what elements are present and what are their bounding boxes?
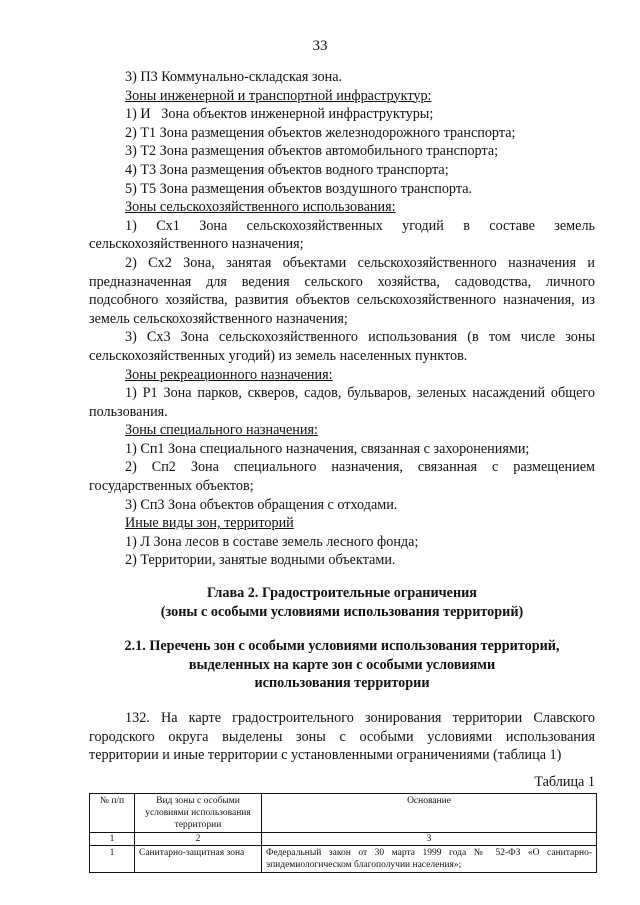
colnum-1: 1 bbox=[90, 833, 135, 846]
chapter-title: Глава 2. Градостроительные ограничения bbox=[207, 585, 477, 602]
section-title-2: выделенных на карте зон с особыми условиями bbox=[188, 656, 496, 673]
recreation-item: 1) Р1 Зона парков, скверов, садов, бульваров, зеленых насаждений общего пользования. bbox=[89, 385, 595, 420]
page-number: 33 bbox=[312, 38, 328, 54]
agri-item-1: 1) Сх1 Зона сельскохозяйственных угодий в составе земель сельскохозяйственного назначения; bbox=[89, 217, 595, 253]
text-line: 3) Т2 Зона размещения объектов автомобильного транспорта; bbox=[125, 143, 499, 160]
text-line: 4) Т3 Зона размещения объектов водного транспорта; bbox=[125, 161, 449, 178]
agri-item-3: 3) Сх3 Зона сельскохозяйственного использования (в том числе зоны сельскохозяйственных угодий) из земель населенных пунктов. bbox=[89, 329, 595, 364]
table-caption: Таблица 1 bbox=[534, 773, 595, 790]
other-item-1: 1) Л Зона лесов в составе земель лесного фонда; bbox=[125, 533, 419, 550]
agri-item-2: 2) Сх2 Зона, занятая объектами сельскохозяйственного назначения и предназначенная для ведения сельского хозяйства, садоводства, личного подсобного хозяйства, развития объектов сельскохозяйственного назначения, из земель сельскохозяйственного назначения; bbox=[89, 254, 595, 327]
text-line: 5) Т5 Зона размещения объектов воздушного транспорта. bbox=[125, 180, 473, 197]
text-line: 1) И Зона объектов инженерной инфраструктуры; bbox=[125, 106, 434, 123]
table-row bbox=[90, 846, 597, 873]
table-header-row bbox=[90, 794, 597, 833]
zones-table bbox=[89, 793, 597, 873]
subheading-special: Зоны специального назначения: bbox=[125, 422, 318, 439]
colnum-3: 3 bbox=[262, 833, 597, 846]
section-title-3: использования территории bbox=[254, 675, 430, 692]
special-item-2: 2) Сп2 Зона специального назначения, связанная с размещением государственных объектов; bbox=[89, 459, 595, 495]
colnum-2: 2 bbox=[135, 833, 262, 846]
header-number: № п/п bbox=[90, 794, 135, 833]
header-basis: Основание bbox=[262, 794, 597, 833]
special-item-1: 1) Сп1 Зона специального назначения, связанная с захоронениями; bbox=[125, 440, 530, 457]
section-title-1: 2.1. Перечень зон с особыми условиями использования территорий, bbox=[124, 638, 560, 655]
row-number: 1 bbox=[90, 846, 135, 873]
row-basis: Федеральный закон от 30 марта 1999 года № 52-ФЗ «О санитарно-эпидемиологическом благополучии населения»; bbox=[262, 846, 597, 873]
document-body bbox=[89, 68, 595, 873]
special-item-3: 3) Сп3 Зона объектов обращения с отходами. bbox=[125, 496, 398, 513]
text-line: 3) П3 Коммунально-складская зона. bbox=[125, 69, 343, 85]
header-zone-type: Вид зоны с особыми условиями использования территории bbox=[135, 794, 262, 833]
subheading-infrastructure: Зоны инженерной и транспортной инфраструктур: bbox=[125, 87, 432, 104]
text-line: 2) Т1 Зона размещения объектов железнодорожного транспорта; bbox=[125, 124, 516, 141]
table-column-numbers bbox=[90, 833, 597, 846]
subheading-recreation: Зоны рекреационного назначения: bbox=[125, 366, 333, 383]
chapter-subtitle: (зоны с особыми условиями использования территорий) bbox=[160, 603, 524, 620]
paragraph-132: 132. На карте градостроительного зонирования территории Славского городского округа выделены зоны с особыми условиями использования территории и иные территории с установленными ограничениями (таблица 1) bbox=[89, 710, 595, 764]
other-item-2: 2) Территории, занятые водными объектами. bbox=[125, 552, 396, 569]
subheading-agriculture: Зоны сельскохозяйственного использования: bbox=[125, 199, 396, 216]
subheading-other: Иные виды зон, территорий bbox=[125, 515, 294, 532]
row-zone: Санитарно-защитная зона bbox=[135, 846, 262, 873]
